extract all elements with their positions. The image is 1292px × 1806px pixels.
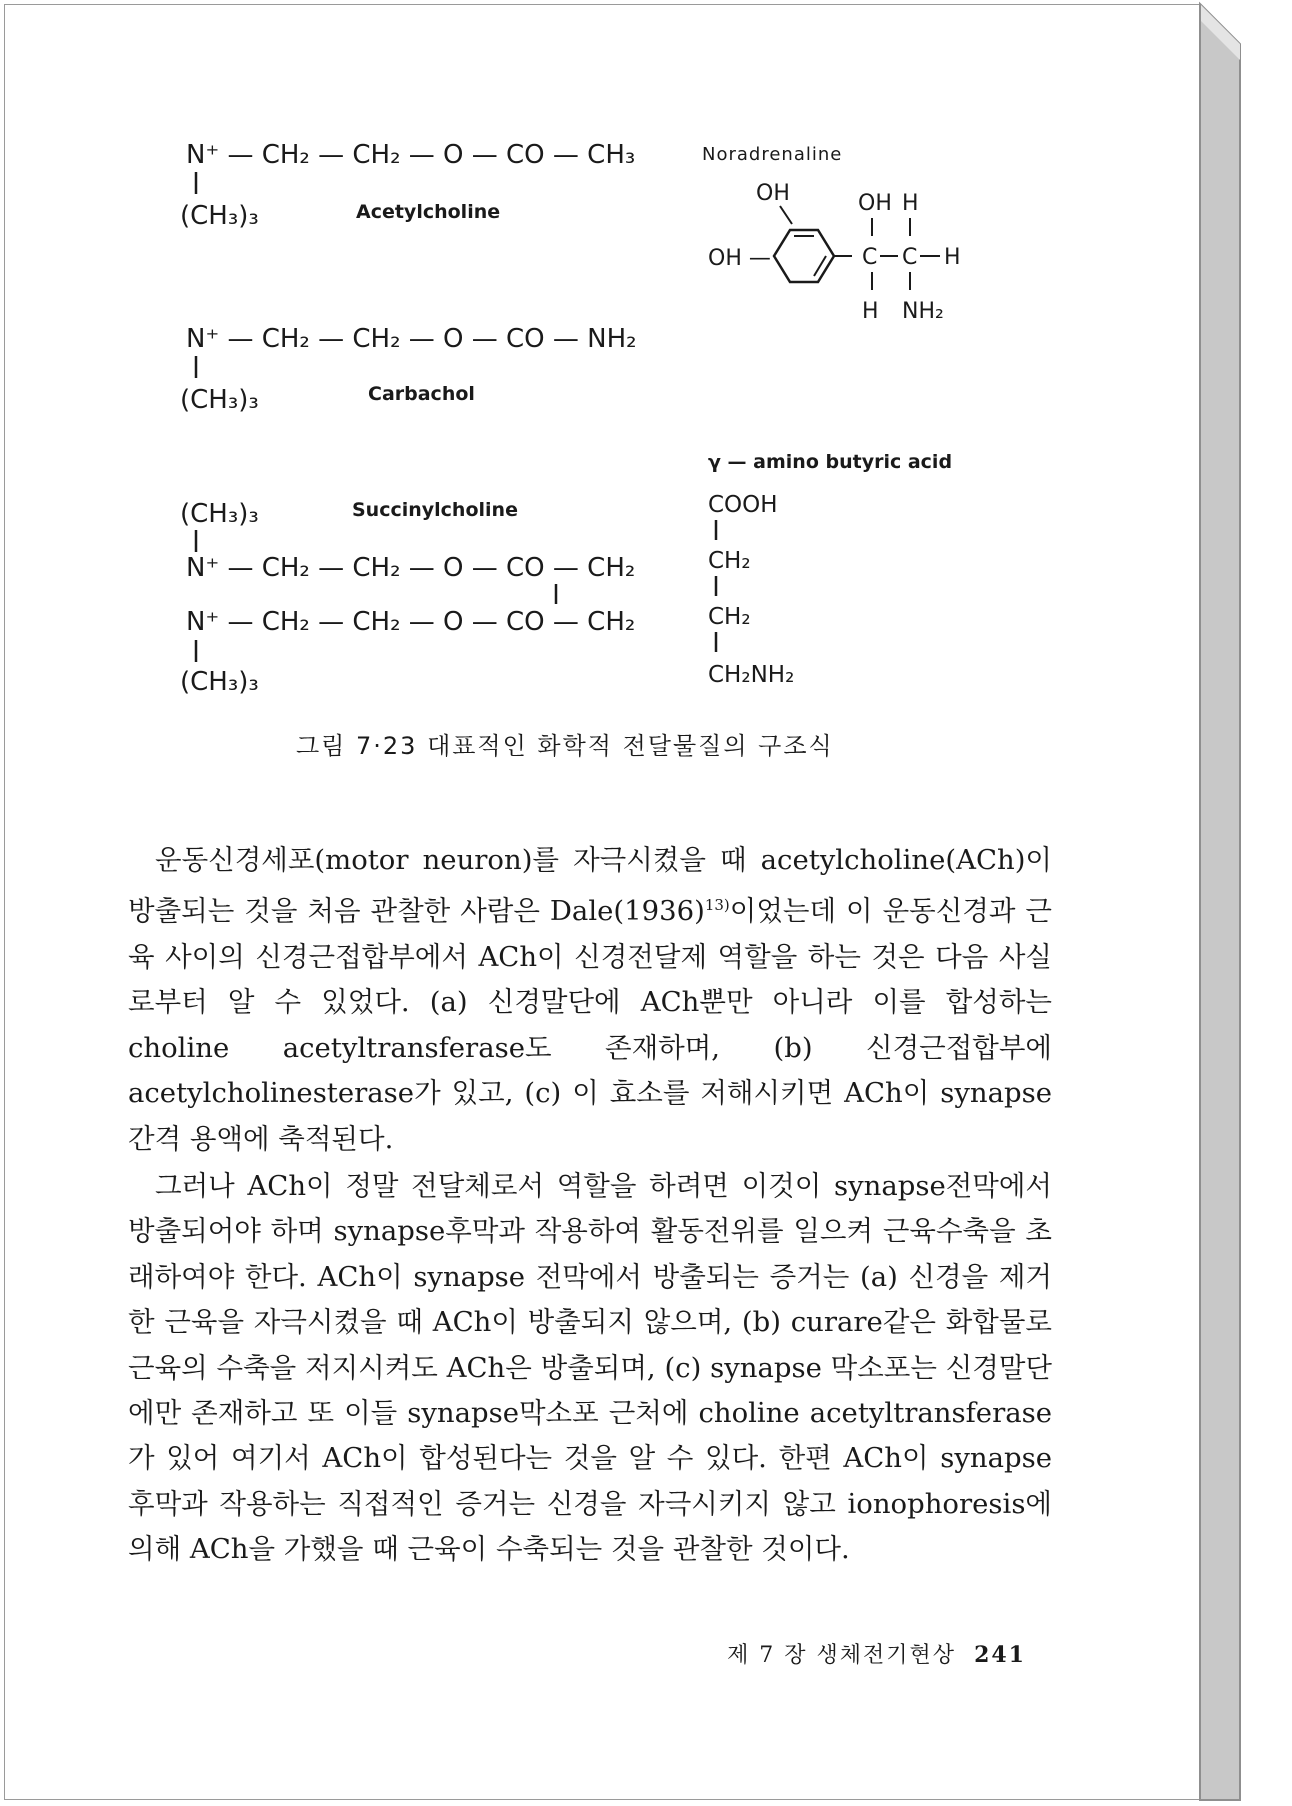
carbachol-chain: N⁺ — CH₂ — CH₂ — O — CO — NH₂ — [186, 324, 637, 354]
gaba-label: γ — amino butyric acid — [708, 451, 953, 473]
noradrenaline-oh-left: OH — — [708, 246, 771, 271]
paragraph-1-rest: 이었는데 이 운동신경과 근육 사이의 신경근접합부에서 ACh이 신경전달제 역할을 하는 것은 다음 사실로부터 알 수 있었다. (a) 신경말단에 ACh뿐만 아니라 이를 합성하는 choline acetyltransferase도 존재하며, (b) 신경근접합부에 acetylcholinesterase가 있고, (c) 이 효소를 저해시키면 ACh이 synapse 간격 용액에 축적된다. — [128, 895, 1052, 1155]
succinylcholine-top-substituent: (CH₃)₃ — [180, 499, 259, 529]
gaba-cooh: COOH — [708, 492, 778, 518]
page-footer — [727, 1638, 1026, 1669]
gaba-ch2-b: CH₂ — [708, 604, 751, 630]
paragraph-2: 그러나 ACh이 정말 전달체로서 역할을 하려면 이것이 synapse전막에서 방출되어야 하며 synapse후막과 작용하여 활동전위를 일으켜 근육수축을 초래하여야 한다. ACh이 synapse 전막에서 방출되는 증거는 (a) 신경을 제거한 근육을 자극시켰을 때 ACh이 방출되지 않으며, (b) curare같은 화합물로 근육의 수축을 저지시켜도 ACh은 방출되며, (c) synapse 막소포는 신경말단에만 존재하고 또 이들 synapse막소포 근처에 choline acetyltransferase가 있어 여기서 ACh이 합성된다는 것을 알 수 있다. 한편 ACh이 synapse 후막과 작용하는 직접적인 증거는 신경을 자극시키지 않고 ionophoresis에 의해 ACh을 가했을 때 근육이 수축되는 것을 관찰한 것이다. — [128, 1170, 1052, 1566]
carbachol-structure — [180, 324, 637, 415]
carbachol-label: Carbachol — [368, 383, 475, 405]
figure-caption: 그림 7·23 대표적인 화학적 전달물질의 구조식 — [296, 732, 834, 760]
succinylcholine-bottom-substituent: (CH₃)₃ — [180, 667, 259, 697]
noradrenaline-label: Noradrenaline — [702, 144, 843, 165]
acetylcholine-substituent: (CH₃)₃ — [180, 201, 259, 231]
reference-superscript: 13) — [704, 896, 730, 915]
chapter-title: 제 7 장 생체전기현상 — [727, 1643, 957, 1668]
acetylcholine-label: Acetylcholine — [356, 201, 501, 223]
page-number: 241 — [974, 1642, 1026, 1668]
succinylcholine-chain-2: N⁺ — CH₂ — CH₂ — O — CO — CH₂ — [186, 607, 636, 637]
succinylcholine-structure — [180, 499, 635, 697]
noradrenaline-h-top: H — [902, 191, 919, 216]
gaba-structure — [708, 451, 952, 688]
gaba-ch2nh2: CH₂NH₂ — [708, 662, 795, 688]
acetylcholine-chain: N⁺ — CH₂ — CH₂ — O — CO — CH₃ — [186, 140, 636, 170]
noradrenaline-c1: C — [862, 245, 878, 270]
noradrenaline-oh-side: OH — [858, 191, 892, 216]
acetylcholine-structure — [180, 140, 635, 231]
body-text — [128, 838, 1052, 1573]
gaba-ch2-a: CH₂ — [708, 548, 751, 574]
noradrenaline-c2: C — [902, 245, 918, 270]
paragraph-1 — [128, 838, 1052, 1162]
noradrenaline-h-right: H — [944, 245, 961, 270]
noradrenaline-structure — [702, 144, 961, 324]
succinylcholine-label: Succinylcholine — [352, 499, 518, 521]
noradrenaline-h-bottom: H — [862, 299, 879, 324]
carbachol-substituent: (CH₃)₃ — [180, 385, 259, 415]
noradrenaline-oh-top: OH — [756, 181, 790, 206]
succinylcholine-chain-1: N⁺ — CH₂ — CH₂ — O — CO — CH₂ — [186, 553, 636, 583]
paragraph-1-start: 운동신경세포(motor neuron)를 자극시켰을 때 acetylcholine(ACh)이 방출되는 것을 처음 관찰한 사람은 Dale(1936) — [128, 844, 1052, 928]
structure-figure — [0, 0, 1292, 760]
noradrenaline-nh2: NH₂ — [902, 299, 944, 324]
